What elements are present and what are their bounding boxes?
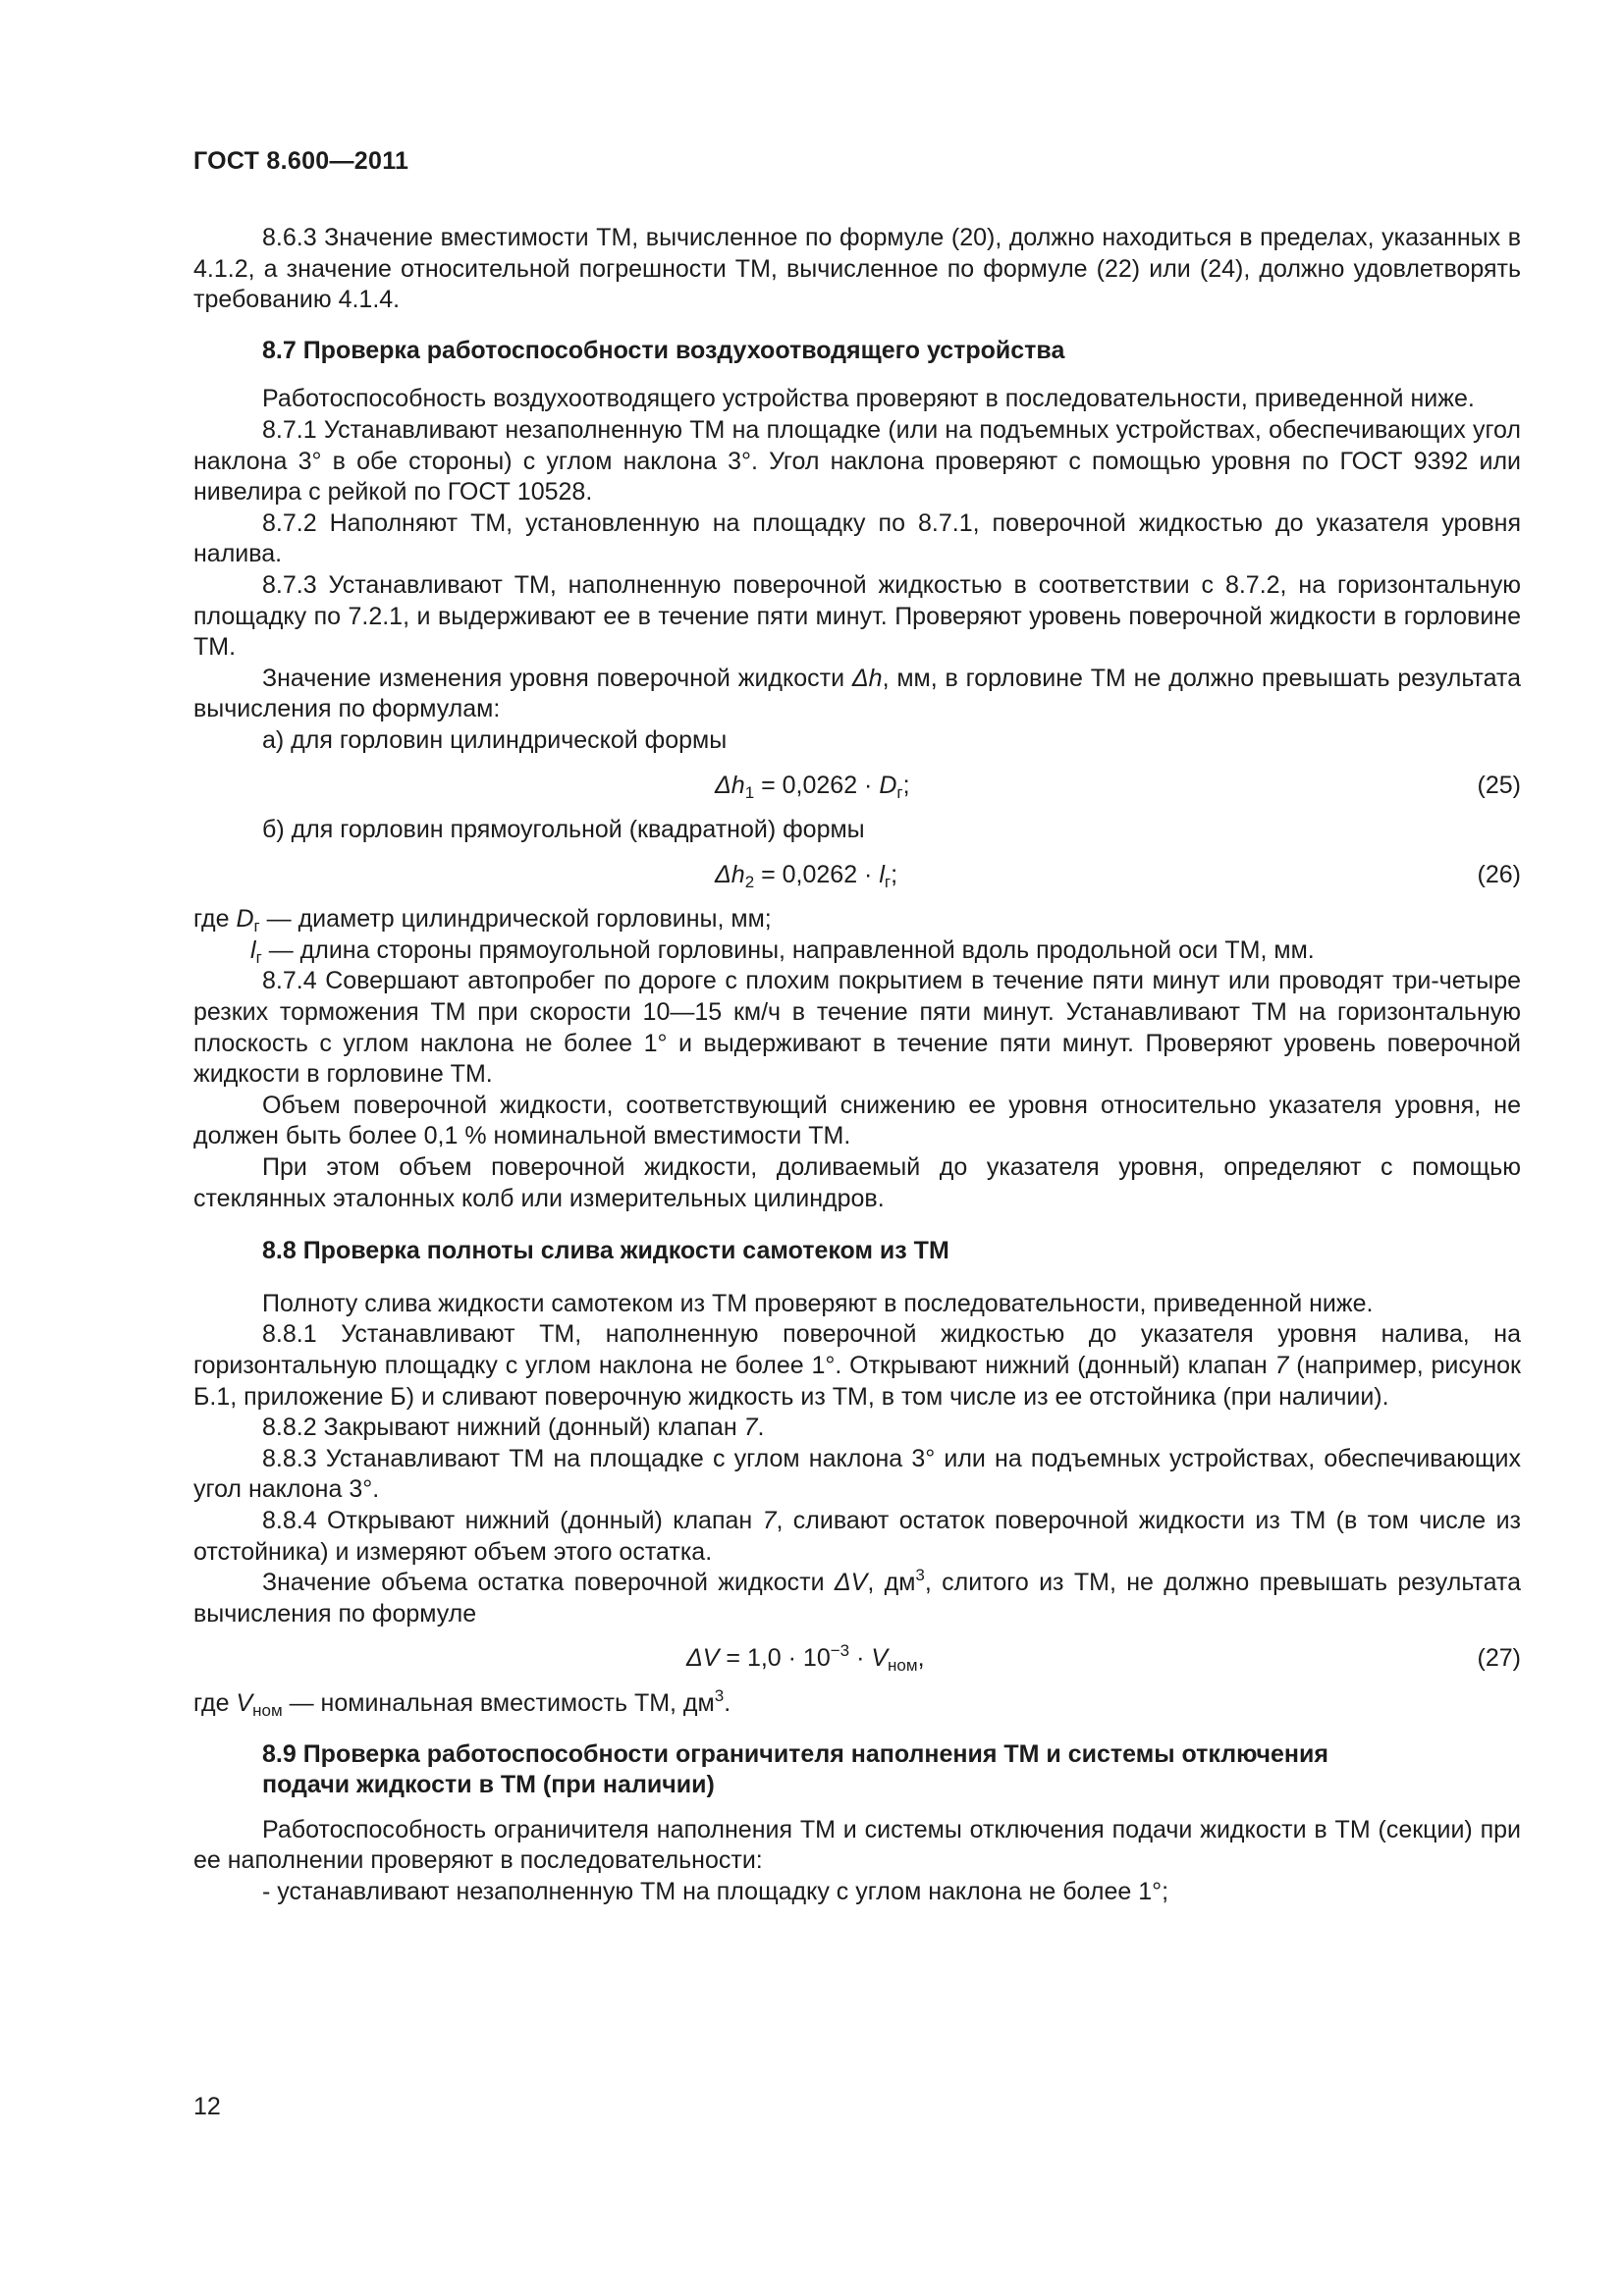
paragraph-8-8-2: 8.8.2 Закрывают нижний (донный) клапан 7.: [262, 1414, 765, 1442]
formula-number-25: (25): [1477, 771, 1521, 799]
where-clause-diameter: где $D_г$ — диаметр цилиндрической горловины, мм;: [193, 905, 772, 936]
paragraph-8-7-2: 8.7.2 Наполняют ТМ, установленную на площадку по 8.7.1, поверочной жидкостью до указателя уровня налива.: [193, 508, 1521, 568]
section-heading-8-9: 8.9 Проверка работоспособности ограничителя наполнения ТМ и системы отключения подачи жидкости в ТМ (при наличии): [262, 1739, 1328, 1799]
where-clause-length: $l_г$ — длина стороны прямоугольной горловины, направленной вдоль продольной оси ТМ, мм.: [250, 935, 1315, 967]
paragraph-8-7-1: 8.7.1 Устанавливают незаполненную ТМ на площадке (или на подъемных устройствах, обеспечивающих угол наклона 3° в обе стороны) с углом наклона 3°. Угол наклона проверяют с помощью уровня по ГОСТ 9392 или нивелира с рейкой по ГОСТ 10528.: [193, 415, 1521, 507]
paragraph-8-8-4: 8.8.4 Открывают нижний (донный) клапан 7, сливают остаток поверочной жидкости из ТМ (в том числе из отстойника) и измеряют объем этого остатка.: [193, 1506, 1522, 1566]
delta-h-symbol: Δh: [851, 664, 883, 692]
paragraph-8-7-intro: Работоспособность воздухоотводящего устройства проверяют в последовательности, приведенной ниже.: [262, 385, 1475, 413]
paragraph-8-8-intro: Полноту слива жидкости самотеком из ТМ проверяют в последовательности, приведенной ниже.: [262, 1289, 1374, 1317]
list-item-a: а) для горловин цилиндрической формы: [262, 725, 728, 754]
page-number: 12: [193, 2093, 221, 2120]
paragraph-volume-limit: Объем поверочной жидкости, соответствующий снижению ее уровня относительно указателя уровня, не должен быть более 0,1 % номинальной вместимости ТМ.: [193, 1091, 1521, 1150]
paragraph-delta-h: Значение изменения уровня поверочной жидкости Δh, мм, в горловине ТМ не должно превышать результата вычисления по формулам:: [193, 664, 1522, 723]
formula-25: $\Delta h_1 = 0,0262 \cdot D_г$; (25): [715, 771, 1521, 802]
formula-27: $\Delta V = 1,0 \cdot 10^{-3} \cdot V_{ном}$, (27): [686, 1641, 1521, 1676]
formula-number-27: (27): [1477, 1644, 1521, 1673]
paragraph-8-7-4: 8.7.4 Совершают автопробег по дороге с плохим покрытием в течение пяти минут или проводят три-четыре резких торможения ТМ при скорости 10—15 км/ч в течение пяти минут. Устанавливают ТМ на горизонтальную плоскость с углом наклона не более 1° и выдерживают в течение пяти минут. Проверяют уровень поверочной жидкости в горловине ТМ.: [193, 967, 1521, 1089]
paragraph-8-7-3: 8.7.3 Устанавливают ТМ, наполненную поверочной жидкостью в соответствии с 8.7.2, на горизонтальную площадку по 7.2.1, и выдерживают ее в течение пяти минут. Проверяют уровень поверочной жидкости в горловине ТМ.: [193, 570, 1521, 662]
formula-number-26: (26): [1477, 860, 1521, 888]
document-page: [193, 147, 1521, 1908]
paragraph-8-8-1: 8.8.1 Устанавливают ТМ, наполненную поверочной жидкостью до указателя уровня налива, на горизонтальную площадку с углом наклона не более 1°. Открывают нижний (донный) клапан 7 (например, рисунок Б.1, приложение Б) и сливают поверочную жидкость из ТМ, в том числе из ее отстойника (при наличии).: [193, 1320, 1521, 1411]
section-heading-8-8: 8.8 Проверка полноты слива жидкости самотеком из ТМ: [262, 1237, 949, 1265]
section-heading-8-7: 8.7 Проверка работоспособности воздухоотводящего устройства: [262, 336, 1065, 364]
list-item-b: б) для горловин прямоугольной (квадратной) формы: [262, 816, 865, 844]
formula-26: $\Delta h_2 = 0,0262 \cdot l_г$; (26): [715, 860, 1521, 891]
paragraph-8-6-3: 8.6.3 Значение вместимости ТМ, вычисленное по формуле (20), должно находиться в пределах, указанных в 4.1.2, а значение относительной погрешности ТМ, вычисленное по формуле (22) или (24), должно удовлетворять требованию 4.1.4.: [193, 224, 1521, 314]
document-code: ГОСТ 8.600—2011: [193, 147, 409, 175]
paragraph-8-8-3: 8.8.3 Устанавливают ТМ на площадке с углом наклона 3° или на подъемных устройствах, обеспечивающих угол наклона 3°.: [193, 1444, 1521, 1504]
paragraph-delta-v: Значение объема остатка поверочной жидкости ΔV, $дм^3$, слитого из ТМ, не должно превышать результата вычисления по формуле: [193, 1566, 1522, 1628]
paragraph-8-9-intro: Работоспособность ограничителя наполнения ТМ и системы отключения подачи жидкости в ТМ (секции) при ее наполнении проверяют в последовательности:: [193, 1815, 1521, 1875]
paragraph-topup: При этом объем поверочной жидкости, доливаемый до указателя уровня, определяют с помощью стеклянных эталонных колб или измерительных цилиндров.: [193, 1153, 1521, 1212]
where-clause-nominal: где $V_{ном}$ — номинальная вместимость ТМ, $дм^3$.: [193, 1685, 731, 1720]
bullet-item-1: - устанавливают незаполненную ТМ на площадку с углом наклона не более 1°;: [262, 1877, 1169, 1905]
